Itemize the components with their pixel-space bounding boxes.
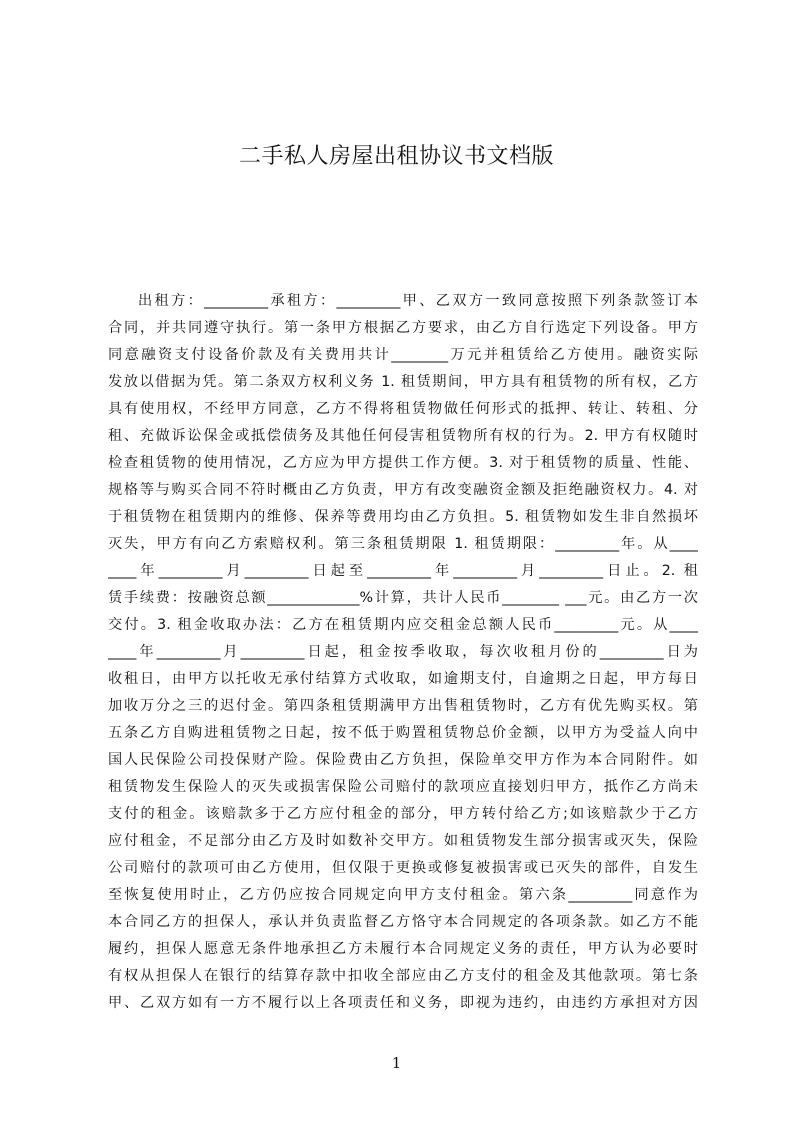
paragraph-line: 公司赔付的款项可由乙方使用，但仅限于更换或修复被损害或已灭失的部件，自发生 <box>108 860 698 876</box>
paragraph-line: 甲、乙双方如有一方不履行以上各项责任和义务，即视为违约，由违约方承担对方因 <box>108 995 698 1011</box>
paragraph-line: 本合同乙方的担保人，承认并负责监督乙方恪守本合同规定的各项条款。如乙方不能 <box>108 914 698 930</box>
paragraph-line: 加收万分之三的迟付金。第四条租赁期满甲方出售租赁物时，乙方有优先购买权。第 <box>108 698 698 714</box>
paragraph-line: 租、充做诉讼保金或抵偿债务及其他任何侵害租赁物所有权的行为。2. 甲方有权随时 <box>108 428 698 444</box>
paragraph-line: 履约，担保人愿意无条件地承担乙方未履行本合同规定义务的责任，甲方认为必要时 <box>108 941 698 957</box>
paragraph-line: 同意融资支付设备价款及有关费用共计________万元并租赁给乙方使用。融资实际 <box>108 347 698 363</box>
paragraph-line: 租赁物发生保险人的灭失或损害保险公司赔付的款项应直接划归甲方，抵作乙方尚未 <box>108 779 698 795</box>
paragraph-line: 有权从担保人在银行的结算存款中扣收全部应由乙方支付的租金及其他款项。第七条 <box>108 968 698 984</box>
paragraph-line: 至恢复使用时止，乙方仍应按合同规定向甲方支付租金。第六条_________同意作为 <box>108 887 698 903</box>
paragraph-line: 灭失，甲方有向乙方索赔权利。第三条租赁期限 1. 租赁期限：_________年。从____ <box>108 536 698 552</box>
paragraph-line: 规格等与购买合同不符时概由乙方负责，甲方有改变融资金额及拒绝融资权力。4. 对 <box>108 482 698 498</box>
paragraph-line: ____年_________月_________日起，租金按季收取，每次收租月份的_________日为 <box>108 644 698 660</box>
paragraph-line: 出租方：_________承租方：_________甲、乙双方一致同意按照下列条款签订本 <box>138 293 698 309</box>
paragraph-line: 收租日，由甲方以托收无承付结算方式收取，如逾期支付，自逾期之日起，甲方每日 <box>108 671 698 687</box>
paragraph-line: 发放以借据为凭。第二条双方权利义务 1. 租赁期间，甲方具有租赁物的所有权，乙方 <box>108 374 698 390</box>
paragraph-line: 赁手续费：按融资总额_____________%计算，共计人民币________ ___元。由乙方一次 <box>108 590 698 606</box>
page-number: 1 <box>391 1054 402 1072</box>
document-title: 二手私人房屋出租协议书文档版 <box>238 144 554 169</box>
paragraph-line: 国人民保险公司投保财产险。保险费由乙方负担，保险单交甲方作为本合同附件。如 <box>108 752 698 768</box>
paragraph-line: 检查租赁物的使用情况，乙方应为甲方提供工作方便。3. 对于租赁物的质量、性能、 <box>108 455 698 471</box>
paragraph-line: 应付租金，不足部分由乙方及时如数补交甲方。如租赁物发生部分损害或灭失，保险 <box>108 833 698 849</box>
paragraph-line: 具有使用权，不经甲方同意，乙方不得将租赁物做任何形式的抵押、转让、转租、分 <box>108 401 698 417</box>
paragraph-line: 支付的租金。该赔款多于乙方应付租金的部分，甲方转付给乙方;如该赔款少于乙方 <box>108 806 698 822</box>
contract-body <box>108 288 698 1017</box>
paragraph-line: 合同，并共同遵守执行。第一条甲方根据乙方要求，由乙方自行选定下列设备。甲方 <box>108 320 698 336</box>
paragraph-line: 交付。3. 租金收取办法：乙方在租赁期内应交租金总额人民币_________元。从____ <box>108 617 698 633</box>
paragraph-line: ____年_________月_________日起至_________年_________月_________日止。2. 租 <box>108 563 698 579</box>
paragraph-line: 五条乙方自购进租赁物之日起，按不低于购置租赁物总价金额，以甲方为受益人向中 <box>108 725 698 741</box>
paragraph-line: 于租赁物在租赁期内的维修、保养等费用均由乙方负担。5. 租赁物如发生非自然损坏 <box>108 509 698 525</box>
